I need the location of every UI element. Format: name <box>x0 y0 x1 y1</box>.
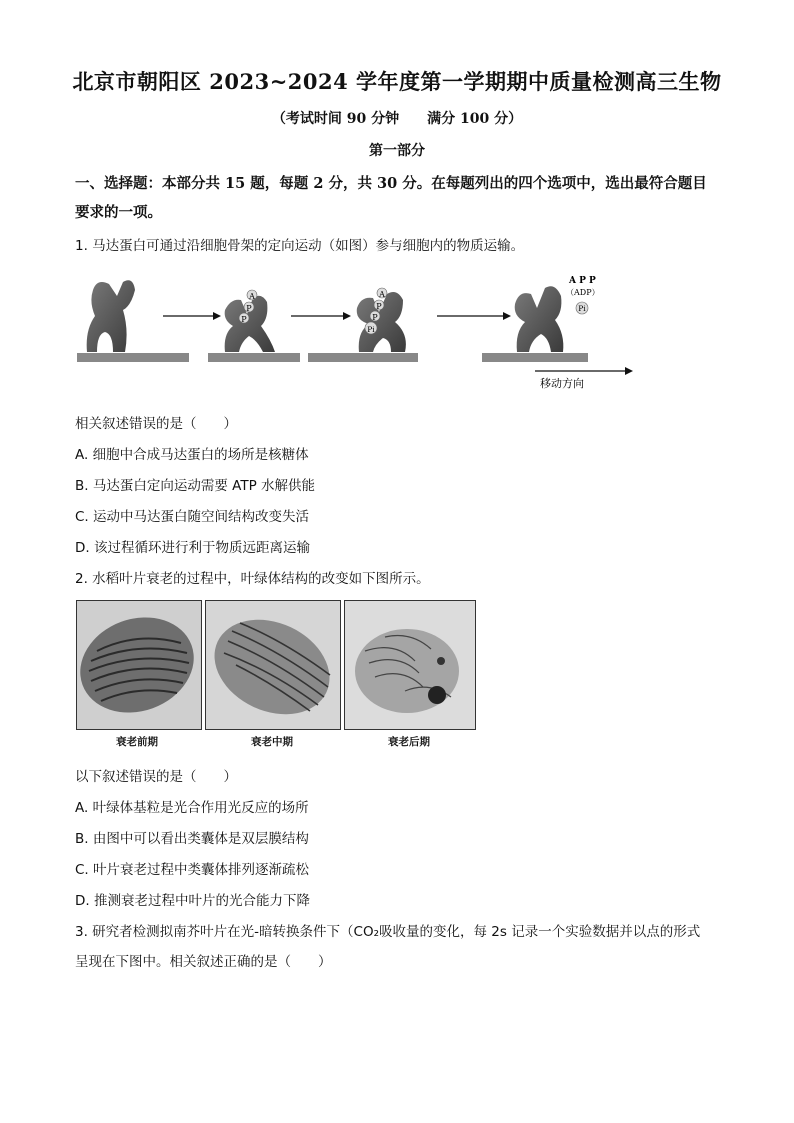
section-instructions: 一、选择题：本部分共 15 题，每题 2 分，共 30 分。在每题列出的四个选项中，选出最符合题目要求的一项。 <box>75 175 707 221</box>
page-title: 北京市朝阳区 2023~2024 学年度第一学期期中质量检测高三生物 <box>72 69 722 94</box>
label-app: A P P <box>569 276 596 286</box>
caption-early: 衰老前期 <box>116 736 158 748</box>
direction-label: 移动方向 <box>540 377 584 390</box>
exam-info: （考试时间 90 分钟 满分 100 分） <box>271 111 523 127</box>
part-heading: 第一部分 <box>369 143 425 159</box>
track-1 <box>77 353 189 362</box>
label-p-3b: P <box>372 313 378 322</box>
q1-stem: 1. 马达蛋白可通过沿细胞骨架的定向运动（如图）参与细胞内的物质运输。 <box>75 238 525 254</box>
chloroplast-late-photo <box>344 600 476 730</box>
label-a-2: A <box>249 292 255 301</box>
label-p-2b: P <box>241 315 247 324</box>
motor-protein-1 <box>87 280 135 352</box>
q2-option-d: D. 推测衰老过程中叶片的光合能力下降 <box>75 893 310 909</box>
track-2 <box>208 353 300 362</box>
label-adp: （ADP） <box>566 288 600 297</box>
caption-late: 衰老后期 <box>388 736 430 748</box>
chloroplast-early-photo <box>76 600 202 730</box>
q1-option-c: C. 运动中马达蛋白随空间结构改变失活 <box>75 509 310 525</box>
label-pi-4: Pi <box>578 304 586 313</box>
q1-prompt: 相关叙述错误的是（ ） <box>75 416 237 432</box>
q1-option-d: D. 该过程循环进行利于物质远距离运输 <box>75 540 310 556</box>
caption-middle: 衰老中期 <box>251 736 293 748</box>
q1-motor-protein-figure <box>75 270 635 395</box>
q2-option-c: C. 叶片衰老过程中类囊体排列逐渐疏松 <box>75 862 310 878</box>
q3-stem-line2: 呈现在下图中。相关叙述正确的是（ ） <box>75 954 332 970</box>
label-pi-3: Pi <box>367 325 375 334</box>
q2-prompt: 以下叙述错误的是（ ） <box>75 769 237 785</box>
q2-stem: 2. 水稻叶片衰老的过程中，叶绿体结构的改变如下图所示。 <box>75 571 430 587</box>
q1-option-a: A. 细胞中合成马达蛋白的场所是核糖体 <box>75 447 309 463</box>
label-a-3: A <box>379 290 385 299</box>
q3-stem-line1: 3. 研究者检测拟南芥叶片在光-暗转换条件下（CO₂吸收量的变化，每 2s 记录一个实验数据并以点的形式 <box>75 924 701 940</box>
motor-protein-4 <box>515 286 564 352</box>
q2-option-a: A. 叶绿体基粒是光合作用光反应的场所 <box>75 800 309 816</box>
q1-option-b: B. 马达蛋白定向运动需要 ATP 水解供能 <box>75 478 316 494</box>
label-p-3a: P <box>376 302 382 311</box>
track-3 <box>308 353 418 362</box>
q2-option-b: B. 由图中可以看出类囊体是双层膜结构 <box>75 831 309 847</box>
label-p-2a: P <box>246 304 252 313</box>
track-4 <box>482 353 588 362</box>
chloroplast-middle-photo <box>205 600 341 730</box>
